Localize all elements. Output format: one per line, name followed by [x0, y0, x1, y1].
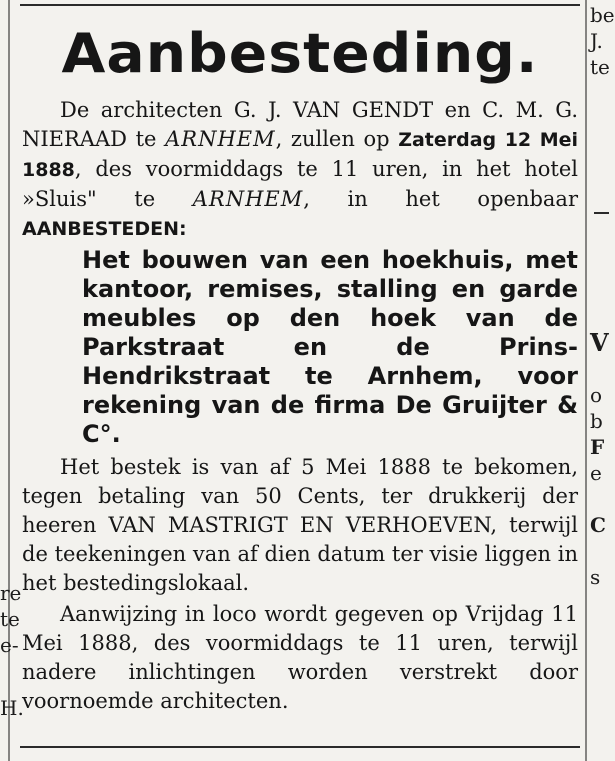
top-rule [20, 4, 580, 6]
p1-city-2: ARNHEM [192, 187, 304, 211]
left-column-fragment-end: H. [0, 696, 24, 720]
p1-text-a: De architecten G. J. VAN GENDT en C. M. G. NIERAAD te [22, 98, 578, 151]
right-fragment-line: te [590, 55, 610, 79]
p1-date: Zaterdag 12 Mei 1888 [22, 129, 579, 181]
p1-text-d: , in het openbaar [303, 187, 578, 211]
bottom-rule [20, 746, 580, 748]
right-fragment-line: be [590, 3, 615, 27]
right-fragment-line: J. [590, 29, 603, 53]
right-fragment-line: b [590, 409, 603, 433]
right-column-fragment-top [590, 2, 615, 80]
p1-text-c: , des voormiddags te 11 uren, in het hotel »Sluis" te [22, 157, 578, 211]
right-fragment-line: o [590, 383, 603, 407]
left-fragment-line: re [0, 581, 22, 605]
right-fragment-line: F [590, 435, 605, 459]
advert-title: Aanbesteding. [61, 22, 539, 85]
advert-work-description: Het bouwen van een hoekhuis, met kantoor, remises, stalling en garde meubles op den hoek van de Parkstraat en de Prins-Hendrikstraat te Arnhem, voor rekening van de firma De Gruijter & C°. [82, 246, 578, 448]
right-fragment-line: s [590, 565, 601, 589]
advert-paragraph-2: Het bestek is van af 5 Mei 1888 te bekomen, tegen betaling van 50 Cents, ter drukkerij der heeren VAN MASTRIGT EN VERHOEVEN, terwijl de teekeningen van af dien datum ter visie liggen in het bestedingslokaal. [22, 455, 578, 595]
column-rule-right [585, 0, 587, 761]
right-fragment-line: C [590, 513, 606, 537]
advert-paragraph-1 [22, 96, 578, 244]
right-column-fragment-mid [590, 330, 609, 590]
right-fragment-line: e [590, 461, 602, 485]
advert-paragraph-3: Aanwijzing in loco wordt gegeven op Vrijdag 11 Mei 1888, des voormiddags te 11 uren, terwijl nadere inlichtingen worden verstrekt door voornoemde architecten. [22, 602, 578, 713]
left-fragment-line: te [0, 607, 20, 631]
right-fragment-line [590, 538, 609, 564]
right-fragment-line [590, 356, 609, 382]
p1-action: AANBESTEDEN: [22, 218, 187, 240]
p1-text-b: , zullen op [275, 127, 399, 151]
advertisement [22, 18, 578, 716]
p1-city-1: ARNHEM [165, 127, 276, 151]
right-fragment-line: V [590, 328, 609, 357]
left-fragment-line: e- [0, 633, 19, 657]
right-fragment-line [590, 486, 609, 512]
right-column-dash [594, 212, 609, 214]
left-column-fragment [0, 580, 22, 658]
